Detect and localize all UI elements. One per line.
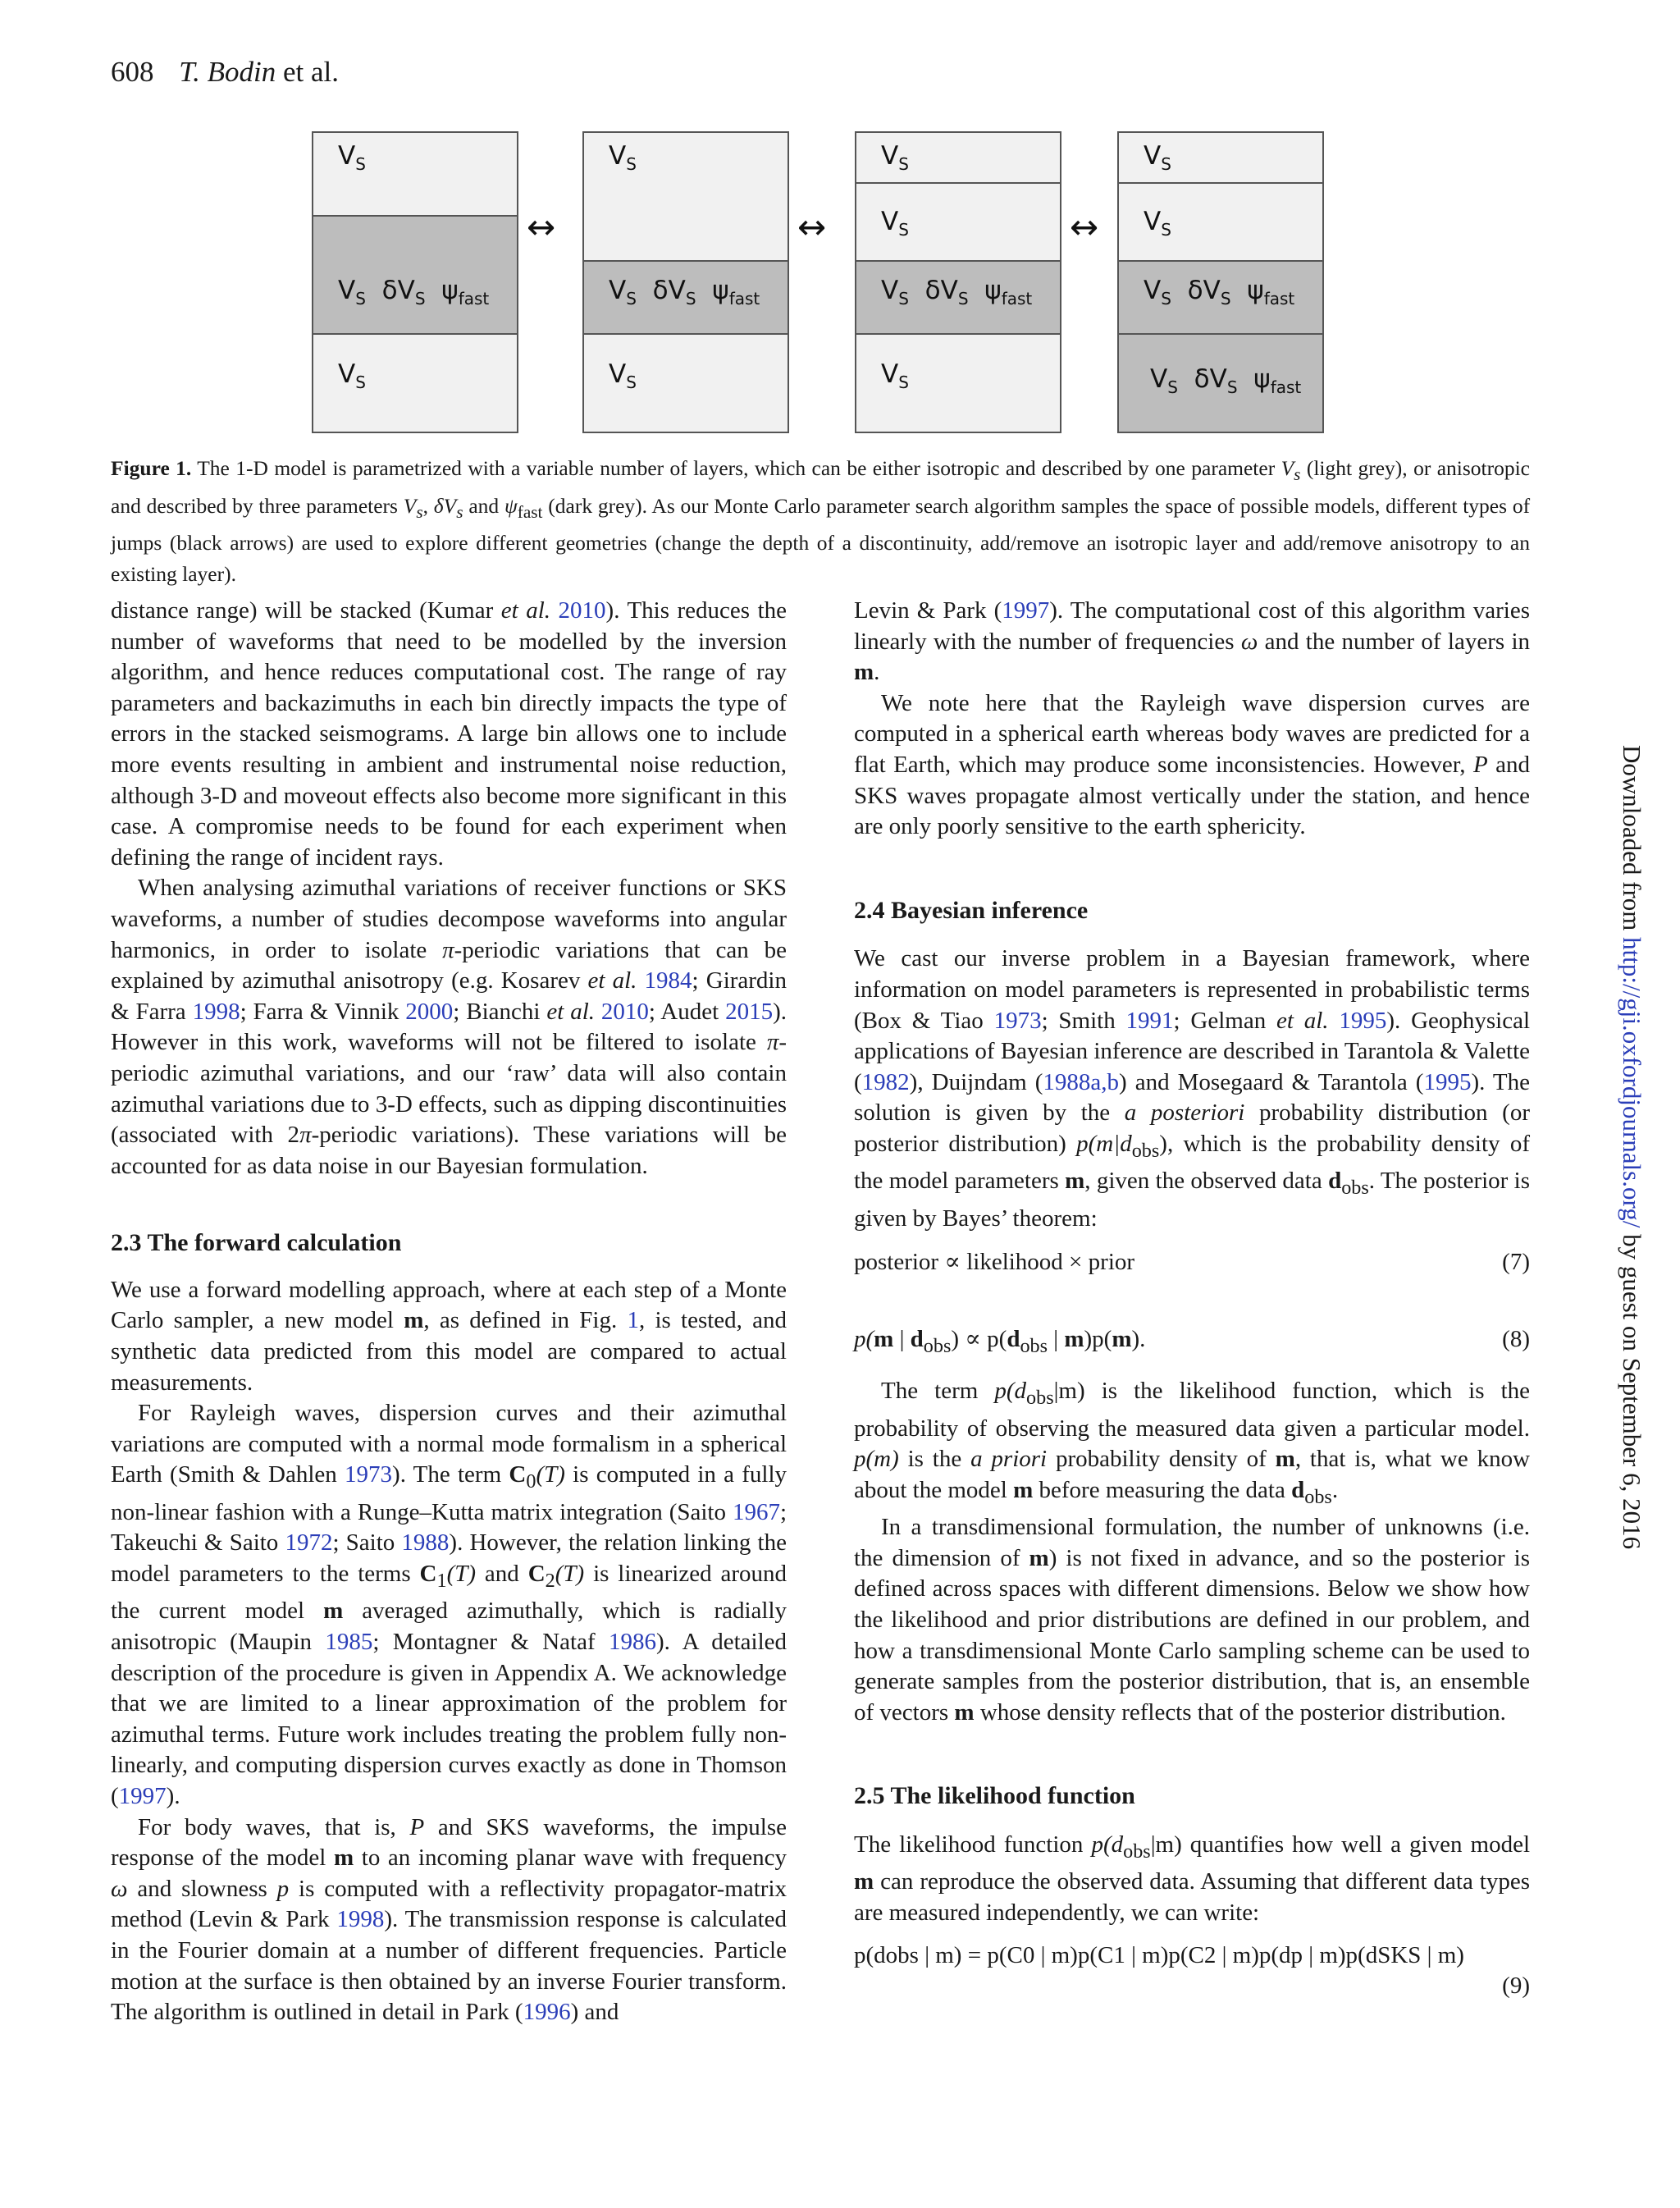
- model-panel-3: [855, 131, 1061, 433]
- math-expression: $p(m|d_{obs})$: [1076, 1130, 1167, 1162]
- citation-link[interactable]: 1995: [1339, 1007, 1387, 1034]
- citation-link[interactable]: 1984: [644, 967, 692, 994]
- isotropic-layer: [856, 182, 1060, 260]
- isotropic-layer: [584, 333, 788, 432]
- citation-link[interactable]: 2000: [405, 998, 454, 1025]
- aniso-params: $V_S$ $\delta V_S$ $\psi_{fast}$: [1144, 276, 1295, 309]
- isotropic-layer: [1119, 133, 1322, 182]
- anisotropic-layer: [1119, 333, 1322, 432]
- citation-link[interactable]: 2010: [600, 998, 649, 1025]
- paragraph: We note here that the Rayleigh wave dispersion curves are computed in a spherical earth whereas body waves are predicted for a flat Earth, which may produce some inconsistencies. However, P and SKS waves propagate almost vertically under the station, and hence are only poorly sensitive to the earth sphericity.: [854, 689, 1531, 840]
- math-expression: $p(d_{obs}|m)$: [1091, 1831, 1182, 1863]
- citation-link[interactable]: 1973: [345, 1461, 393, 1488]
- aniso-params: $V_S$ $\delta V_S$ $\psi_{fast}$: [609, 276, 760, 309]
- author-line: T. Bodin et al.: [179, 56, 340, 88]
- anisotropic-layer: [856, 260, 1060, 333]
- citation-link[interactable]: 1991: [1125, 1007, 1174, 1034]
- paragraph: We use a forward modelling approach, where at each step of a Monte Carlo sampler, a new model m, as defined in Fig. 1, is tested, and synthetic data predicted from this model are compared to actual measurements.: [111, 1276, 788, 1396]
- paragraph: The term $p(d_{obs}|m)$ is the likelihood function, which is the probability of observing the measured data given a particular model. p(m) is the a priori probability density of m, that is, what we know about the model m before measuring the data $d_{obs}$.: [854, 1378, 1531, 1508]
- aniso-params: $V_S$ $\delta V_S$ $\psi_{fast}$: [881, 276, 1033, 309]
- jump-arrow-icon: ↔: [1070, 207, 1099, 247]
- citation-link[interactable]: 1995: [1423, 1068, 1472, 1095]
- math-expression: $p(d_{obs}|m)$: [994, 1378, 1085, 1410]
- isotropic-layer: [856, 333, 1060, 432]
- model-panel-4: [1117, 131, 1324, 433]
- citation-link[interactable]: 1997: [118, 1782, 167, 1809]
- citation-link[interactable]: 1973: [993, 1007, 1042, 1034]
- figure-caption: Figure 1. The 1-D model is parametrized with a variable number of layers, which can be either isotropic and described by one parameter $V_s$ (light grey), or anisotropic and described by three parameters $V_s$, $\delta V_s$ and $\psi_{fast}$ (dark grey). As our Monte Carlo parameter search algorithm samples the space of possible models, different types of jumps (black arrows) are used to explore different geometries (change the depth of a discontinuity, add/remove an isotropic layer and add/remove anisotropy to an existing layer).: [111, 456, 1531, 586]
- equation-9: p(dobs | m) = p(C0 | m)p(C1 | m)p(C2 | m)p(dp | m)p(dSKS | m): [854, 1941, 1464, 1968]
- left-column: [111, 596, 787, 2028]
- paragraph: In a transdimensional formulation, the number of unknowns (i.e. the dimension of m) is not fixed in advance, and so the posterior is defined across spaces with different dimensions. Below we show how the likelihood and prior distributions are defined in our problem, and how a transdimensional Monte Carlo sampling scheme can be used to generate samples from the posterior distribution, that is, an ensemble of vectors m whose density reflects that of the posterior distribution.: [854, 1514, 1531, 1726]
- section-heading: 2.5 The likelihood function: [854, 1782, 1135, 1810]
- vs-param: $V_S$: [881, 207, 909, 240]
- vs-param: $V_S$: [338, 359, 366, 393]
- paragraph: distance range) will be stacked (Kumar et al. 2010). This reduces the number of waveforms that need to be modelled by the inversion algorithm, and hence reduces computational cost. The range of ray parameters and backazimuths in each bin directly impacts the type of errors in the stacked seismograms. A large bin allows one to include more events resulting in ambient and instrumental noise reduction, although 3-D and moveout effects also become more significant in this case. A compromise needs to be found for each experiment when defining the range of incident rays.: [111, 597, 788, 871]
- vs-param: $V_S$: [1144, 207, 1171, 240]
- isotropic-layer: [313, 333, 517, 432]
- aniso-params: $V_S$ $\delta V_S$ $\psi_{fast}$: [338, 276, 490, 309]
- paragraph: We cast our inverse problem in a Bayesian framework, where information on model parameters is represented in probabilistic terms (Box & Tiao 1973; Smith 1991; Gelman et al. 1995). Geophysical applications of Bayesian inference are described in Tarantola & Valette (1982), Duijndam (1988a,b) and Mosegaard & Tarantola (1995). The solution is given by the a posteriori probability distribution (or posterior distribution) $p(m|d_{obs})$, which is the probability density of the model parameters m, given the observed data $d_{obs}$. The posterior is given by Bayes’ theorem:: [854, 945, 1531, 1232]
- isotropic-layer: [313, 133, 517, 215]
- citation-link[interactable]: 1988a,b: [1043, 1068, 1119, 1095]
- section-heading: 2.3 The forward calculation: [111, 1229, 402, 1257]
- vs-param: $V_S$: [338, 141, 366, 175]
- page-number: 608: [111, 56, 154, 88]
- paragraph: The likelihood function $p(d_{obs}|m)$ quantifies how well a given model m can reproduce the observed data. Assuming that different data types are measured independently, we can write:: [854, 1831, 1531, 1926]
- journal-link[interactable]: http://gji.oxfordjournals.org/: [1618, 937, 1646, 1228]
- citation-link[interactable]: 1982: [861, 1068, 910, 1095]
- isotropic-layer: [584, 133, 788, 260]
- citation-link[interactable]: 1986: [608, 1629, 656, 1655]
- isotropic-layer: [856, 133, 1060, 182]
- paragraph: Levin & Park (1997). The computational cost of this algorithm varies linearly with the number of frequencies ω and the number of layers in m.: [854, 597, 1531, 686]
- jump-arrow-icon: ↔: [527, 207, 556, 247]
- citation-link[interactable]: 1997: [1002, 597, 1050, 624]
- citation-link[interactable]: 1972: [285, 1529, 333, 1557]
- citation-link[interactable]: 1985: [325, 1629, 373, 1655]
- isotropic-layer: [1119, 182, 1322, 260]
- vs-param: $V_S$: [609, 359, 637, 393]
- citation-link[interactable]: 1998: [336, 1906, 385, 1933]
- vs-param: $V_S$: [881, 141, 909, 175]
- model-panel-2: [582, 131, 789, 433]
- vs-param: $V_S$: [1144, 141, 1171, 175]
- anisotropic-layer: [584, 260, 788, 333]
- section-heading: 2.4 Bayesian inference: [854, 896, 1089, 924]
- citation-link[interactable]: 1998: [192, 998, 240, 1025]
- figure-link[interactable]: 1: [627, 1307, 639, 1334]
- anisotropic-layer: [313, 215, 517, 333]
- aniso-params: $V_S$ $\delta V_S$ $\psi_{fast}$: [1150, 364, 1302, 398]
- paragraph: For body waves, that is, P and SKS waveforms, the impulse response of the model m to an incoming planar wave with frequency ω and slowness p is computed with a reflectivity propagator-matrix method (Levin & Park 1998). The transmission response is calculated in the Fourier domain at a number of different frequencies. Particle motion at the surface is then obtained by an inverse Fourier transform. The algorithm is outlined in detail in Park (1996) and: [111, 1813, 788, 2026]
- vs-param: $V_S$: [881, 359, 909, 393]
- running-header: [111, 56, 339, 89]
- right-column: [854, 596, 1530, 2002]
- jump-arrow-icon: ↔: [797, 207, 827, 247]
- equation-8: p(m | $d_{obs}) \propto p(d_{obs}$ | m)p(m). (8): [854, 1325, 1530, 1357]
- equation-number: (9): [1502, 1973, 1530, 2000]
- citation-link[interactable]: 1996: [523, 1999, 571, 2026]
- paragraph: For Rayleigh waves, dispersion curves and their azimuthal variations are computed with a normal mode formalism in a spherical Earth (Smith & Dahlen 1973). The term $C_0(T)$ is computed in a fully non-linear fashion with a Runge–Kutta matrix integration (Saito 1967; Takeuchi & Saito 1972; Saito 1988). However, the relation linking the model parameters to the terms $C_1(T)$ and $C_2(T)$ is linearized around the current model m averaged azimuthally, which is radially anisotropic (Maupin 1985; Montagner & Nataf 1986). A detailed description of the procedure is given in Appendix A. We acknowledge that we are limited to a linear approximation of the problem for azimuthal terms. Future work includes treating the problem fully non-linearly, and computing dispersion curves exactly as done in Thomson (1997).: [111, 1400, 788, 1809]
- model-panel-1: [312, 131, 518, 433]
- download-notice: Downloaded from http://gji.oxfordjournals.org/ by guest on September 6, 2016: [1618, 745, 1646, 1550]
- anisotropic-layer: [1119, 260, 1322, 333]
- equation-7: posterior ∝ likelihood × prior (7): [854, 1249, 1530, 1276]
- citation-link[interactable]: 2015: [725, 998, 774, 1025]
- figure-1: [312, 131, 1329, 435]
- paragraph: When analysing azimuthal variations of receiver functions or SKS waveforms, a number of studies decompose waveforms into angular harmonics, in order to isolate π-periodic variations that can be explained by azimuthal anisotropy (e.g. Kosarev et al. 1984; Girardin & Farra 1998; Farra & Vinnik 2000; Bianchi et al. 2010; Audet 2015). However in this work, waveforms will not be filtered to isolate π-periodic azimuthal variations, and our ‘raw’ data will also contain azimuthal variations due to 3-D effects, such as dipping discontinuities (associated with 2π-periodic variations). These variations will be accounted for as data noise in our Bayesian formulation.: [111, 875, 788, 1179]
- citation-link[interactable]: 2010: [558, 597, 606, 624]
- citation-link[interactable]: 1967: [732, 1498, 780, 1525]
- citation-link[interactable]: 1988: [401, 1529, 450, 1557]
- vs-param: $V_S$: [609, 141, 637, 175]
